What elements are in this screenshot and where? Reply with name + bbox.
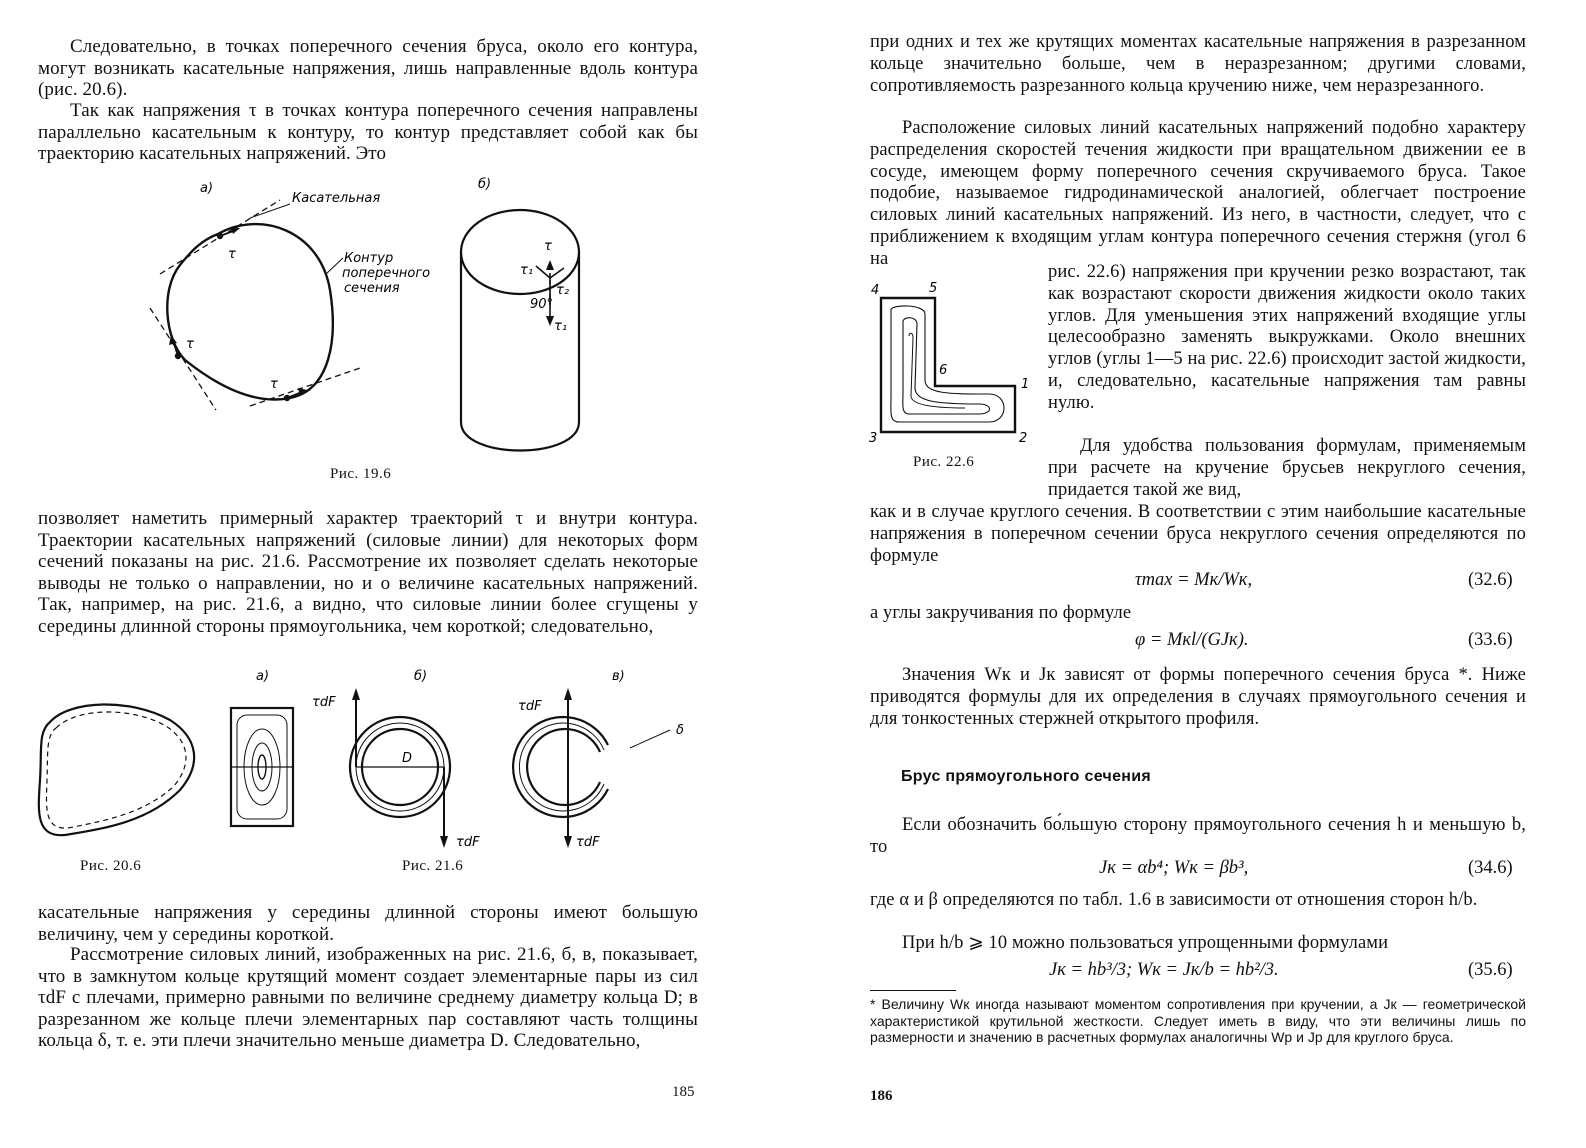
equation-33-6: φ = Mкl/(GJк). xyxy=(1135,630,1249,650)
arrow-head xyxy=(564,688,572,700)
tau-label: τ xyxy=(186,337,194,352)
paragraph: где α и β определяются по табл. 1.6 в зависимости от отношения сторон h/b. xyxy=(870,890,1478,910)
corner-label: 6 xyxy=(939,363,948,378)
paragraph: рис. 22.6) напряжения при кручении резко возрастают, так как возрастают скорости движения жидкости около таких углов. Для уменьшения этих напряжений входящие углы целесообразно заменять выкружками. Около внешних углов (углы 1—5 на рис. 22.6) происходит застой жидкости, и, следовательно, касательные напряжения там равны нулю. xyxy=(1048,262,1526,413)
figure-19-6 xyxy=(140,170,620,470)
paragraph: Так как напряжения τ в точках контура поперечного сечения направлены параллельно касательным к контуру, то контур представляет собой как бы траекторию касательных напряжений. Это xyxy=(38,100,698,164)
tau-label: τ xyxy=(544,239,552,254)
figure-22-6-drawing xyxy=(869,276,1047,448)
paragraph: Если обозначить бо́льшую сторону прямоугольного сечения h и меньшую b, то xyxy=(870,815,1526,857)
contour-a xyxy=(167,224,333,399)
corner-label: 5 xyxy=(929,281,938,296)
equation-number: (35.6) xyxy=(1468,960,1513,980)
page-number: 186 xyxy=(870,1088,893,1104)
footnote-rule xyxy=(870,990,956,991)
page-number: 185 xyxy=(672,1084,695,1100)
split-ring-trajectory xyxy=(519,723,604,811)
equation-35-6: Jк = hb³/3; Wк = Jк/b = hb²/3. xyxy=(1049,960,1279,980)
thickness-label: δ xyxy=(676,723,684,738)
paragraph: При h/b ⩾ 10 можно пользоваться упрощенными формулами xyxy=(902,933,1389,953)
tau1-label: τ₁ xyxy=(554,319,568,334)
paragraph: Для удобства пользования формулам, применяемым при расчете на кручение брусьев некруглого сечения, придается такой же вид, xyxy=(1048,436,1526,500)
cylinder-top xyxy=(461,210,579,294)
arrow-head xyxy=(546,260,554,270)
tau-label: τ xyxy=(270,377,278,392)
equation-number: (34.6) xyxy=(1468,858,1513,878)
split-ring-inner xyxy=(527,729,600,805)
arrow-head xyxy=(169,335,177,345)
figure-caption: Рис. 19.6 xyxy=(330,466,392,482)
contour-label: Контур поперечного сечения xyxy=(342,251,431,296)
equation-32-6: τmax = Mк/Wк, xyxy=(1135,570,1253,590)
corner-label: 1 xyxy=(1021,377,1030,392)
figure-caption: Рис. 22.6 xyxy=(913,454,975,470)
paragraph: Расположение силовых линий касательных напряжений подобно характеру распределения скоростей течения жидкости при вращательном движении ее в сосуде, имеющем форму поперечного сечения скручиваемого бруса. Такое подобие, называемое гидродинамической аналогией, облегчает построение силовых линий касательных напряжений. Из него, в частности, следует, что с приближением к входящим углам контура поперечного сечения стержня (угол 6 на xyxy=(870,118,1526,269)
force-label: τdF xyxy=(576,835,600,850)
figure-22-6 xyxy=(869,276,1047,448)
paragraph: при одних и тех же крутящих моментах касательные напряжения в разрезанном кольце значительно больше, чем в неразрезанном; другими словами, сопротивляемость разрезанного кольца кручению ниже, чем неразрезанного. xyxy=(870,32,1526,96)
delta-leader xyxy=(630,730,670,748)
paragraph: Следовательно, в точках поперечного сечения бруса, около его контура, могут возникать касательные напряжения, лишь направленные вдоль контура (рис. 20.6). xyxy=(38,36,698,100)
stress-trajectory xyxy=(46,712,185,828)
force-label: τdF xyxy=(312,695,336,710)
tangent-label: Касательная xyxy=(292,191,381,206)
diameter-label: D xyxy=(402,751,413,766)
figure-label-b: б) xyxy=(478,177,492,192)
stress-trajectory xyxy=(891,306,1004,422)
figure-19-6-drawing xyxy=(140,170,620,470)
paragraph: как и в случае круглого сечения. В соответствии с этим наибольшие касательные напряжения в поперечном сечении бруса некруглого сечения определяются по формуле xyxy=(870,502,1526,566)
paragraph: касательные напряжения у середины длинной стороны имеют большую величину, чем у середины короткой. xyxy=(38,902,698,945)
corner-label: 2 xyxy=(1019,431,1028,446)
equation-number: (33.6) xyxy=(1468,630,1513,650)
right-page xyxy=(793,0,1586,1148)
corner-label: 3 xyxy=(869,431,878,446)
angle-label: 90° xyxy=(530,297,554,312)
paragraph: а углы закручивания по формуле xyxy=(870,603,1132,623)
tau-label: τ xyxy=(228,247,236,262)
paragraph: Рассмотрение силовых линий, изображенных на рис. 21.6, б, в, показывает, что в замкнутом кольце крутящий момент создает элементарные пары из сил τdF с плечами, примерно равными по величине среднему диаметру кольца D; в разрезанном же кольце плечи элементарных пар составляют часть толщины кольца δ, т. е. эти плечи значительно меньше диаметра D. Следовательно, xyxy=(38,944,698,1051)
figures-20-21 xyxy=(30,660,710,860)
tangent-line xyxy=(150,308,216,410)
figure-caption: Рис. 21.6 xyxy=(402,858,464,874)
teardrop-section xyxy=(39,704,194,835)
equation-34-6: Jк = αb⁴; Wк = βb³, xyxy=(1099,858,1249,878)
figure-label-a: а) xyxy=(256,669,270,684)
leader-line xyxy=(326,258,343,274)
paragraph: позволяет наметить примерный характер траекторий τ и внутри контура. Траектории касательных напряжений (силовые линии) для некоторых форм сечений показаны на рис. 21.6. Рассмотрение их позволяет сделать некоторые выводы не только о направлении, но и о величине касательных напряжений. Так, например, на рис. 21.6, а видно, что силовые линии более сгущены у середины длинной стороны прямоугольника, чем короткой; следовательно, xyxy=(38,508,698,637)
force-label: τdF xyxy=(518,699,542,714)
figure-label-a: а) xyxy=(200,181,214,196)
leader-line xyxy=(250,204,290,218)
section-heading: Брус прямоугольного сечения xyxy=(901,768,1152,785)
paragraph: Значения Wк и Jк зависят от формы поперечного сечения бруса *. Ниже приводятся формулы для их определения в случаях прямоугольного сечения и для тонкостенных стержней открытого профиля. xyxy=(870,665,1526,729)
equation-number: (32.6) xyxy=(1468,570,1513,590)
l-section-outline xyxy=(881,298,1015,432)
tau1-label: τ₁ xyxy=(520,263,534,278)
arrow-head xyxy=(231,227,240,234)
figures-20-21-drawing xyxy=(30,660,710,860)
corner-label: 4 xyxy=(871,283,880,298)
arrow-head xyxy=(564,836,572,848)
footnote: * Величину Wк иногда называют моментом сопротивления при кручении, а Jк — геометрической характеристикой крутильной жесткости. Следует иметь в виду, что эти величины лишь по размерности и значению в расчетных формулах аналогичны Wp и Jp для круглого бруса. xyxy=(870,996,1526,1045)
arrow-head xyxy=(352,688,360,700)
arrow-head xyxy=(440,836,448,848)
figure-label-c: в) xyxy=(612,669,625,684)
figure-label-b: б) xyxy=(414,669,428,684)
stress-trajectory xyxy=(909,333,965,408)
arrow-head xyxy=(546,316,554,326)
figure-caption: Рис. 20.6 xyxy=(80,858,142,874)
force-label: τdF xyxy=(456,835,480,850)
tau2-label: τ₂ xyxy=(556,283,570,298)
